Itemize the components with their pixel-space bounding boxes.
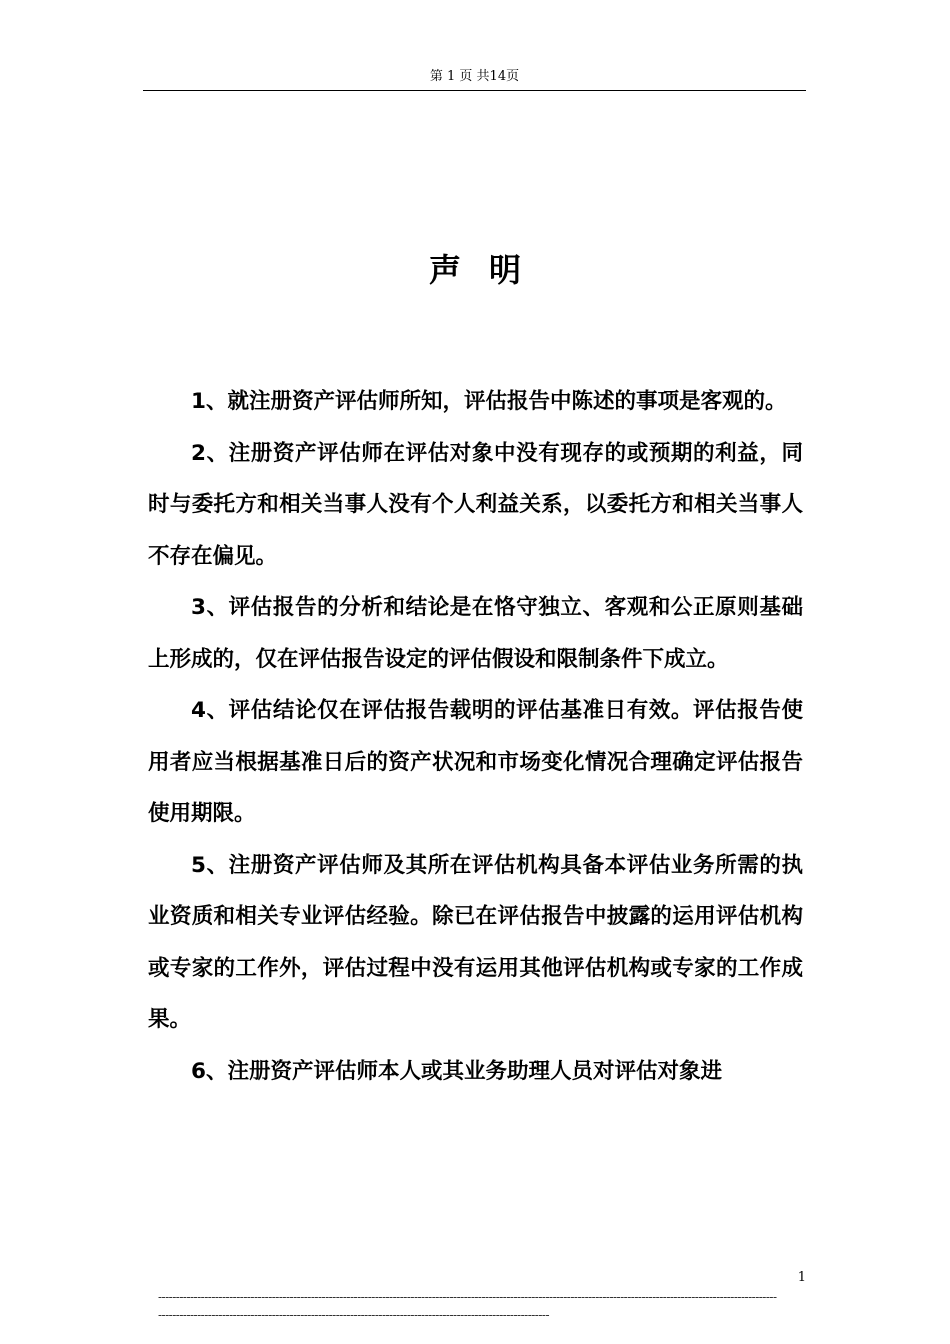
statement-paragraph-6: 6、注册资产评估师本人或其业务助理人员对评估对象进	[191, 1058, 722, 1084]
statement-paragraph-2: 2、注册资产评估师在评估对象中没有现存的或预期的利益，同时与委托方和相关当事人没有个人利益关系，以委托方和相关当事人不存在偏见。	[148, 440, 803, 569]
page-header	[143, 68, 806, 91]
statement-paragraph-3: 3、评估报告的分析和结论是在恪守独立、客观和公正原则基础上形成的，仅在评估报告设定的评估假设和限制条件下成立。	[148, 595, 803, 672]
page-number: 1	[797, 1270, 806, 1285]
footer-dash-line: --------------------------------------------------------------------------------------------------------------------------------------------------------------------------------------------------------------------------------------------------------------------------------------------	[158, 1290, 777, 1322]
statement-paragraph-5: 5、注册资产评估师及其所在评估机构具备本评估业务所需的执业资质和相关专业评估经验。除已在评估报告中披露的运用评估机构或专家的工作外，评估过程中没有运用其他评估机构或专家的工作成果。	[148, 852, 803, 1032]
page-title: 声明	[428, 251, 549, 289]
page-info: 第 1 页 共14页	[429, 69, 520, 84]
statement-paragraph-1: 1、就注册资产评估师所知，评估报告中陈述的事项是客观的。	[191, 389, 787, 414]
statement-paragraph-4: 4、评估结论仅在评估报告载明的评估基准日有效。评估报告使用者应当根据基准日后的资产状况和市场变化情况合理确定评估报告使用期限。	[148, 698, 803, 826]
statement-body	[148, 376, 803, 1097]
